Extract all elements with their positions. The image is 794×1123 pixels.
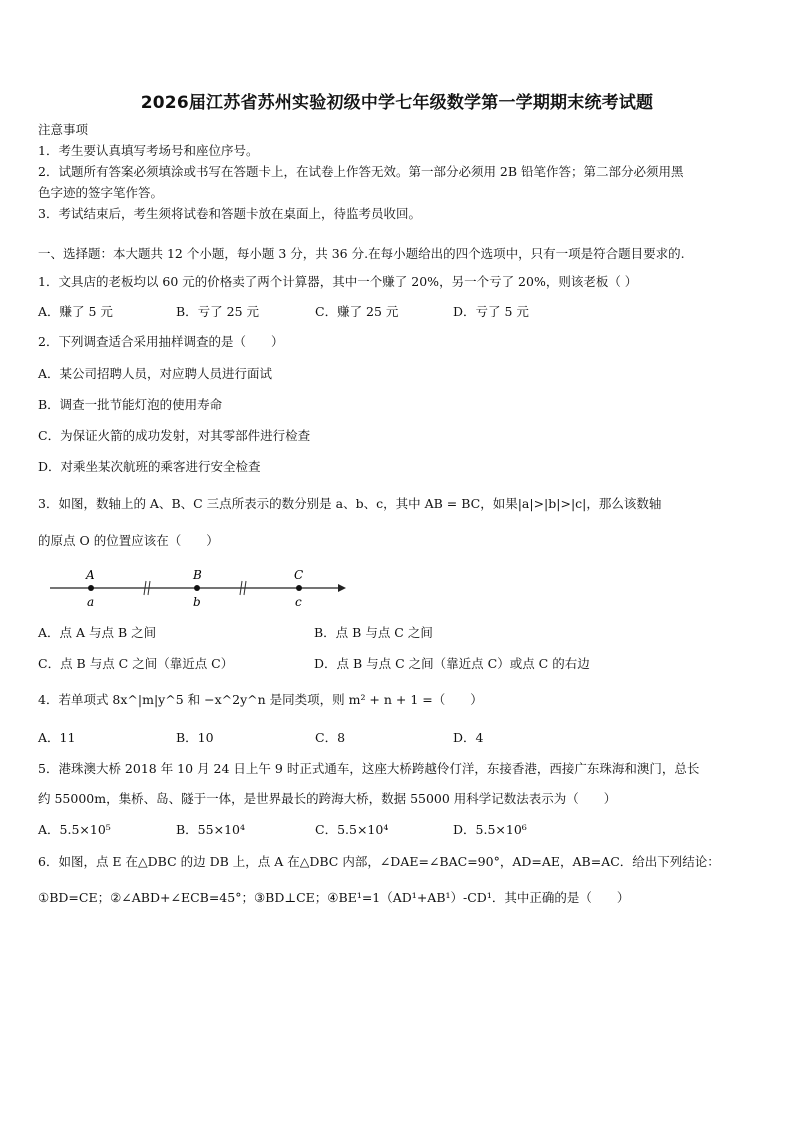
point-c-label: C: [294, 568, 304, 582]
q4-option-b: B．10: [176, 730, 214, 745]
q2-option-c: C．为保证火箭的成功发射，对其零部件进行检查: [38, 428, 311, 443]
q2-stem: 2．下列调查适合采用抽样调查的是（ ）: [38, 334, 284, 349]
q1-option-b: B．亏了 25 元: [176, 304, 260, 319]
q1-option-c: C．赚了 25 元: [315, 304, 399, 319]
q5-stem-1: 5．港珠澳大桥 2018 年 10 月 24 日上午 9 时正式通车，这座大桥跨越伶仃洋，东接香港，西接广东珠海和澳门，总长: [38, 761, 700, 776]
value-c-label: c: [295, 595, 302, 609]
q5-option-c: C．5.5×10⁴: [315, 822, 389, 837]
q2-option-a: A．某公司招聘人员，对应聘人员进行面试: [38, 366, 273, 381]
notice-heading: 注意事项: [38, 122, 89, 137]
notice-item-2-cont: 色字迹的签字笔作答。: [38, 185, 164, 200]
q4-option-c: C．8: [315, 730, 346, 745]
q3-option-c: C．点 B 与点 C 之间（靠近点 C）: [38, 656, 234, 671]
q2-option-b: B．调查一批节能灯泡的使用寿命: [38, 397, 223, 412]
point-b-dot: [194, 585, 200, 591]
number-line-arrow: [338, 584, 346, 592]
section-heading: 一、选择题：本大题共 12 个小题，每小题 3 分，共 36 分.在每小题给出的四个选项中，只有一项是符合题目要求的.: [38, 246, 685, 261]
q4-stem: 4．若单项式 8x^|m|y^5 和 −x^2y^n 是同类项，则 m² + n + 1 =（ ）: [38, 692, 483, 707]
q3-option-d: D．点 B 与点 C 之间（靠近点 C）或点 C 的右边: [314, 656, 590, 671]
value-b-label: b: [193, 595, 201, 609]
q4-option-d: D．4: [453, 730, 484, 745]
q6-stem-1: 6．如图，点 E 在△DBC 的边 DB 上，点 A 在△DBC 内部，∠DAE=∠BAC=90°，AD=AE，AB=AC．给出下列结论：: [38, 854, 720, 869]
notice-item-3: 3．考试结束后，考生须将试卷和答题卡放在桌面上，待监考员收回。: [38, 206, 421, 221]
q6-stem-2: ①BD=CE；②∠ABD+∠ECB=45°；③BD⊥CE；④BE¹=1（AD¹+AB¹）-CD¹．其中正确的是（ ）: [38, 890, 630, 905]
page-title: 2026届江苏省苏州实验初级中学七年级数学第一学期期末统考试题: [140, 93, 654, 113]
q3-option-b: B．点 B 与点 C 之间: [314, 625, 433, 640]
q3-stem-1: 3．如图，数轴上的 A、B、C 三点所表示的数分别是 a、b、c，其中 AB = BC，如果|a|>|b|>|c|，那么该数轴: [38, 496, 662, 511]
q3-option-a: A．点 A 与点 B 之间: [38, 625, 157, 640]
value-a-label: a: [87, 595, 95, 609]
q5-option-b: B．55×10⁴: [176, 822, 245, 837]
q5-option-a: A．5.5×10⁵: [38, 822, 111, 837]
notice-item-1: 1．考生要认真填写考场号和座位序号。: [38, 143, 259, 158]
point-a-dot: [88, 585, 94, 591]
number-line-figure: [48, 566, 348, 610]
q2-option-d: D．对乘坐某次航班的乘客进行安全检查: [38, 459, 261, 474]
q1-option-a: A．赚了 5 元: [38, 304, 113, 319]
notice-item-2: 2．试题所有答案必须填涂或书写在答题卡上，在试卷上作答无效。第一部分必须用 2B 铅笔作答；第二部分必须用黑: [38, 164, 684, 179]
q3-stem-2: 的原点 O 的位置应该在（ ）: [38, 533, 219, 548]
q1-stem: 1．文具店的老板均以 60 元的价格卖了两个计算器，其中一个赚了 20%，另一个亏了 20%，则该老板（ ）: [38, 274, 638, 289]
point-b-label: B: [193, 568, 202, 582]
q5-stem-2: 约 55000m，集桥、岛、隧于一体，是世界最长的跨海大桥，数据 55000 用科学记数法表示为（ ）: [38, 791, 617, 806]
point-a-label: A: [86, 568, 95, 582]
q5-option-d: D．5.5×10⁶: [453, 822, 527, 837]
point-c-dot: [296, 585, 302, 591]
q1-option-d: D．亏了 5 元: [453, 304, 529, 319]
q4-option-a: A．11: [38, 730, 76, 745]
